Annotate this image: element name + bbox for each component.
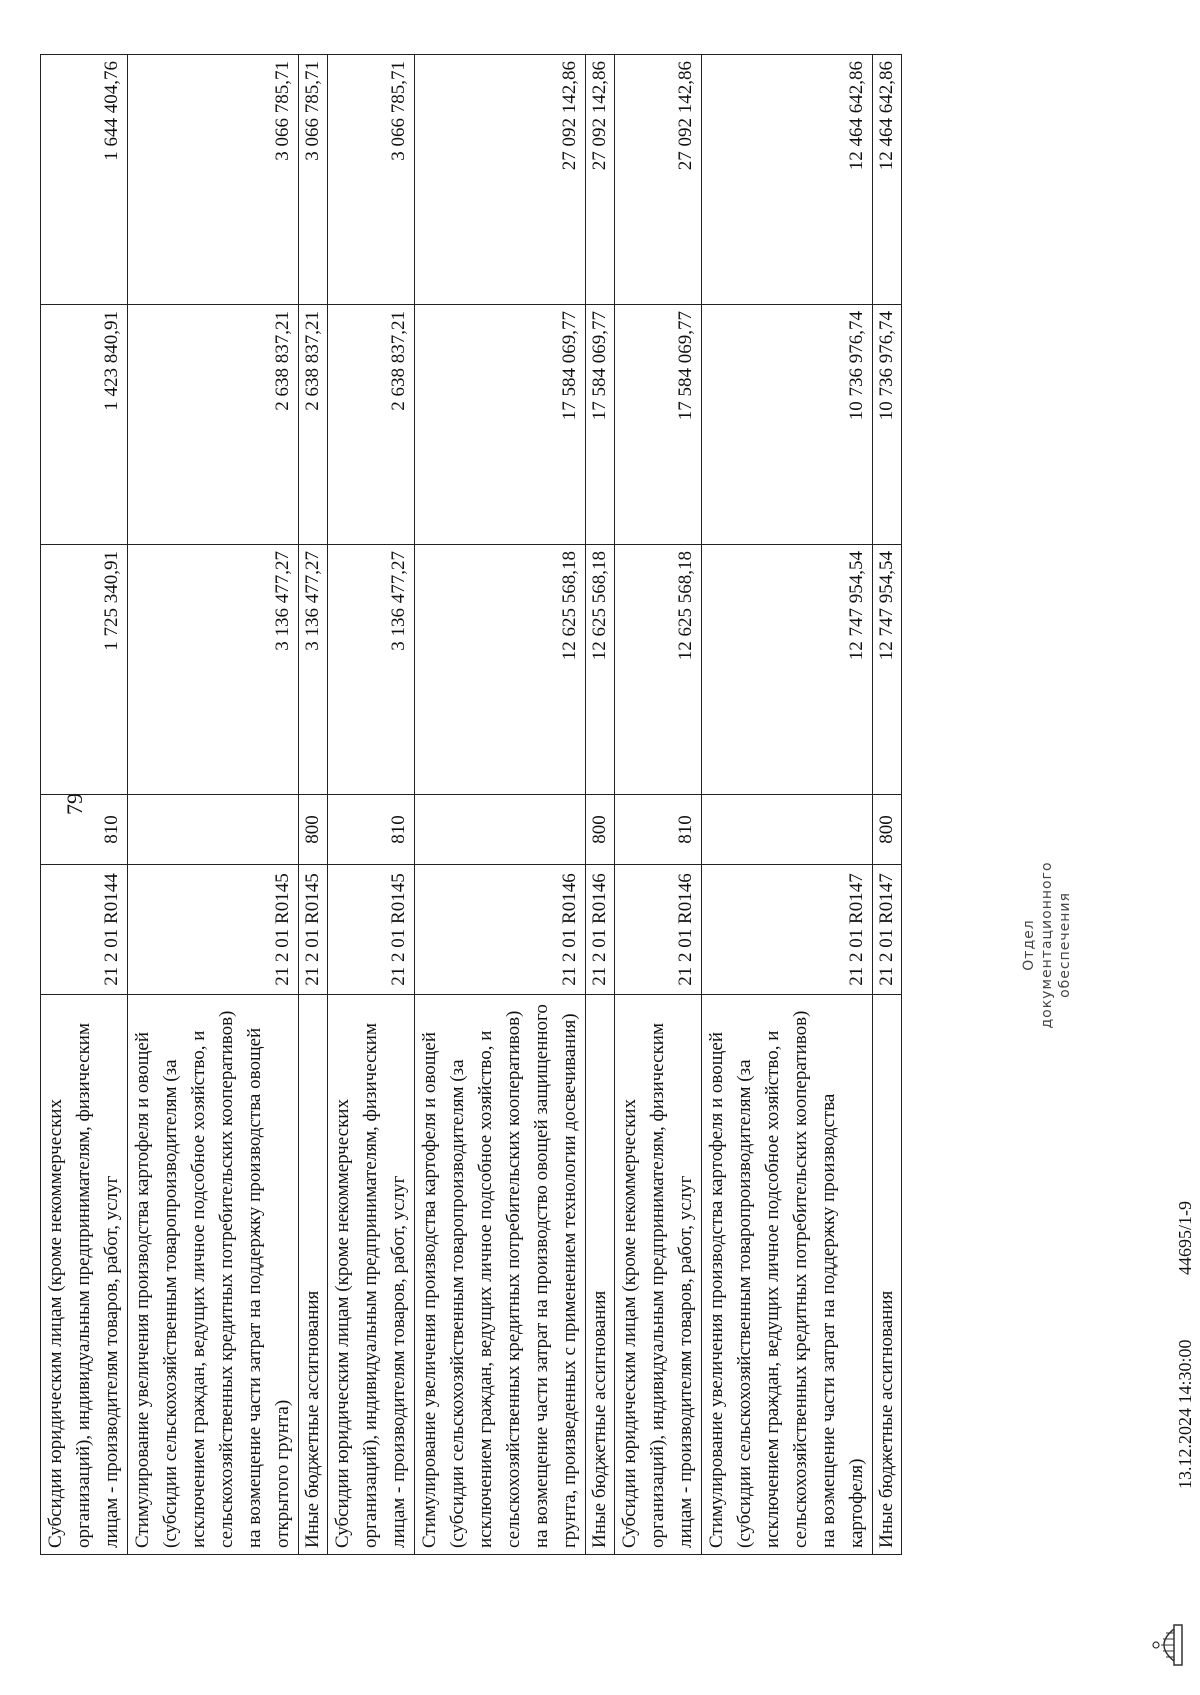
- row-expense-type: 800: [586, 795, 615, 865]
- row-amount-col3: 3 066 785,71: [328, 55, 415, 305]
- row-target-code: 21 2 01 R0145: [128, 865, 299, 995]
- row-target-code: 21 2 01 R0146: [415, 865, 586, 995]
- row-amount-col3: 3 066 785,71: [128, 55, 299, 305]
- footer-date: 13.12.2024 14:30:00: [1175, 1339, 1195, 1489]
- row-amount-col2: 2 638 837,21: [328, 305, 415, 545]
- row-amount-col2: 17 584 069,77: [615, 305, 702, 545]
- row-amount-col1: 1 725 340,91: [41, 545, 128, 795]
- row-expense-type: 810: [328, 795, 415, 865]
- row-description: Субсидии юридическим лицам (кроме некоммерческих организаций), индивидуальным предпринимателям, физическим лицам - производителям товаров, работ, услуг: [615, 995, 702, 1555]
- row-amount-col1: 3 136 477,27: [299, 545, 328, 795]
- row-description: Стимулирование увеличения производства картофеля и овощей (субсидии сельскохозяйственным товаропроизводителям (за исключением граждан, ведущих личное подсобное хозяйство, и сельскохозяйственных кредитных потребительских кооперативов) на возмещение части затрат на производство овощей защищенного грунта, произведенных с применением технологии досвечивания): [415, 995, 586, 1555]
- row-expense-type: 800: [873, 795, 902, 865]
- row-amount-col2: 17 584 069,77: [586, 305, 615, 545]
- row-amount-col2: 17 584 069,77: [415, 305, 586, 545]
- row-amount-col1: 12 625 568,18: [615, 545, 702, 795]
- row-description: Иные бюджетные ассигнования: [299, 995, 328, 1555]
- table-row: [702, 55, 873, 1555]
- row-expense-type: [702, 795, 873, 865]
- row-amount-col2: 10 736 976,74: [873, 305, 902, 545]
- row-target-code: 21 2 01 R0144: [41, 865, 128, 995]
- row-description: Субсидии юридическим лицам (кроме некоммерческих организаций), индивидуальным предпринимателям, физическим лицам - производителям товаров, работ, услуг: [41, 995, 128, 1555]
- row-expense-type: [415, 795, 586, 865]
- stamp-line-2: обеспечения: [1057, 892, 1073, 998]
- row-amount-col1: 3 136 477,27: [328, 545, 415, 795]
- row-description: Стимулирование увеличения производства картофеля и овощей (субсидии сельскохозяйственным товаропроизводителям (за исключением граждан, ведущих личное подсобное хозяйство, и сельскохозяйственных кредитных потребительских кооперативов) на возмещение части затрат на поддержку производства картофеля): [702, 995, 873, 1555]
- table-row: [328, 55, 415, 1555]
- row-expense-type: 810: [41, 795, 128, 865]
- row-amount-col1: 3 136 477,27: [128, 545, 299, 795]
- row-target-code: 21 2 01 R0146: [586, 865, 615, 995]
- row-target-code: 21 2 01 R0145: [299, 865, 328, 995]
- row-amount-col3: 27 092 142,86: [615, 55, 702, 305]
- budget-table: [40, 54, 902, 1555]
- row-amount-col3: 1 644 404,76: [41, 55, 128, 305]
- row-description: Иные бюджетные ассигнования: [873, 995, 902, 1555]
- row-amount-col3: 12 464 642,86: [873, 55, 902, 305]
- row-amount-col3: 3 066 785,71: [299, 55, 328, 305]
- row-expense-type: 800: [299, 795, 328, 865]
- table-row: [873, 55, 902, 1555]
- coat-of-arms-icon: [1146, 1619, 1186, 1671]
- row-amount-col1: 12 625 568,18: [415, 545, 586, 795]
- row-description: Иные бюджетные ассигнования: [586, 995, 615, 1555]
- page-number: 79: [62, 793, 87, 815]
- table-row: [299, 55, 328, 1555]
- row-target-code: 21 2 01 R0147: [873, 865, 902, 995]
- row-amount-col2: 2 638 837,21: [128, 305, 299, 545]
- row-amount-col3: 27 092 142,86: [586, 55, 615, 305]
- row-target-code: 21 2 01 R0146: [615, 865, 702, 995]
- table-row: [41, 55, 128, 1555]
- row-target-code: 21 2 01 R0147: [702, 865, 873, 995]
- row-target-code: 21 2 01 R0145: [328, 865, 415, 995]
- row-amount-col3: 27 092 142,86: [415, 55, 586, 305]
- row-description: Стимулирование увеличения производства картофеля и овощей (субсидии сельскохозяйственным товаропроизводителям (за исключением граждан, ведущих личное подсобное хозяйство, и сельскохозяйственных кредитных потребительских кооперативов) на возмещение части затрат на поддержку производства овощей открытого грунта): [128, 995, 299, 1555]
- department-stamp: [1020, 835, 1074, 1055]
- row-amount-col2: 10 736 976,74: [702, 305, 873, 545]
- row-amount-col2: 1 423 840,91: [41, 305, 128, 545]
- footer-document-id: 44695/1-9: [1175, 1201, 1195, 1275]
- table-row: [128, 55, 299, 1555]
- row-amount-col1: 12 747 954,54: [702, 545, 873, 795]
- row-amount-col1: 12 747 954,54: [873, 545, 902, 795]
- row-amount-col3: 12 464 642,86: [702, 55, 873, 305]
- stamp-line-1: Отдел документационного: [1021, 861, 1055, 1029]
- table-row: [586, 55, 615, 1555]
- table-row: [615, 55, 702, 1555]
- row-expense-type: 810: [615, 795, 702, 865]
- row-amount-col1: 12 625 568,18: [586, 545, 615, 795]
- table-row: [415, 55, 586, 1555]
- row-expense-type: [128, 795, 299, 865]
- row-amount-col2: 2 638 837,21: [299, 305, 328, 545]
- row-description: Субсидии юридическим лицам (кроме некоммерческих организаций), индивидуальным предпринимателям, физическим лицам - производителям товаров, работ, услуг: [328, 995, 415, 1555]
